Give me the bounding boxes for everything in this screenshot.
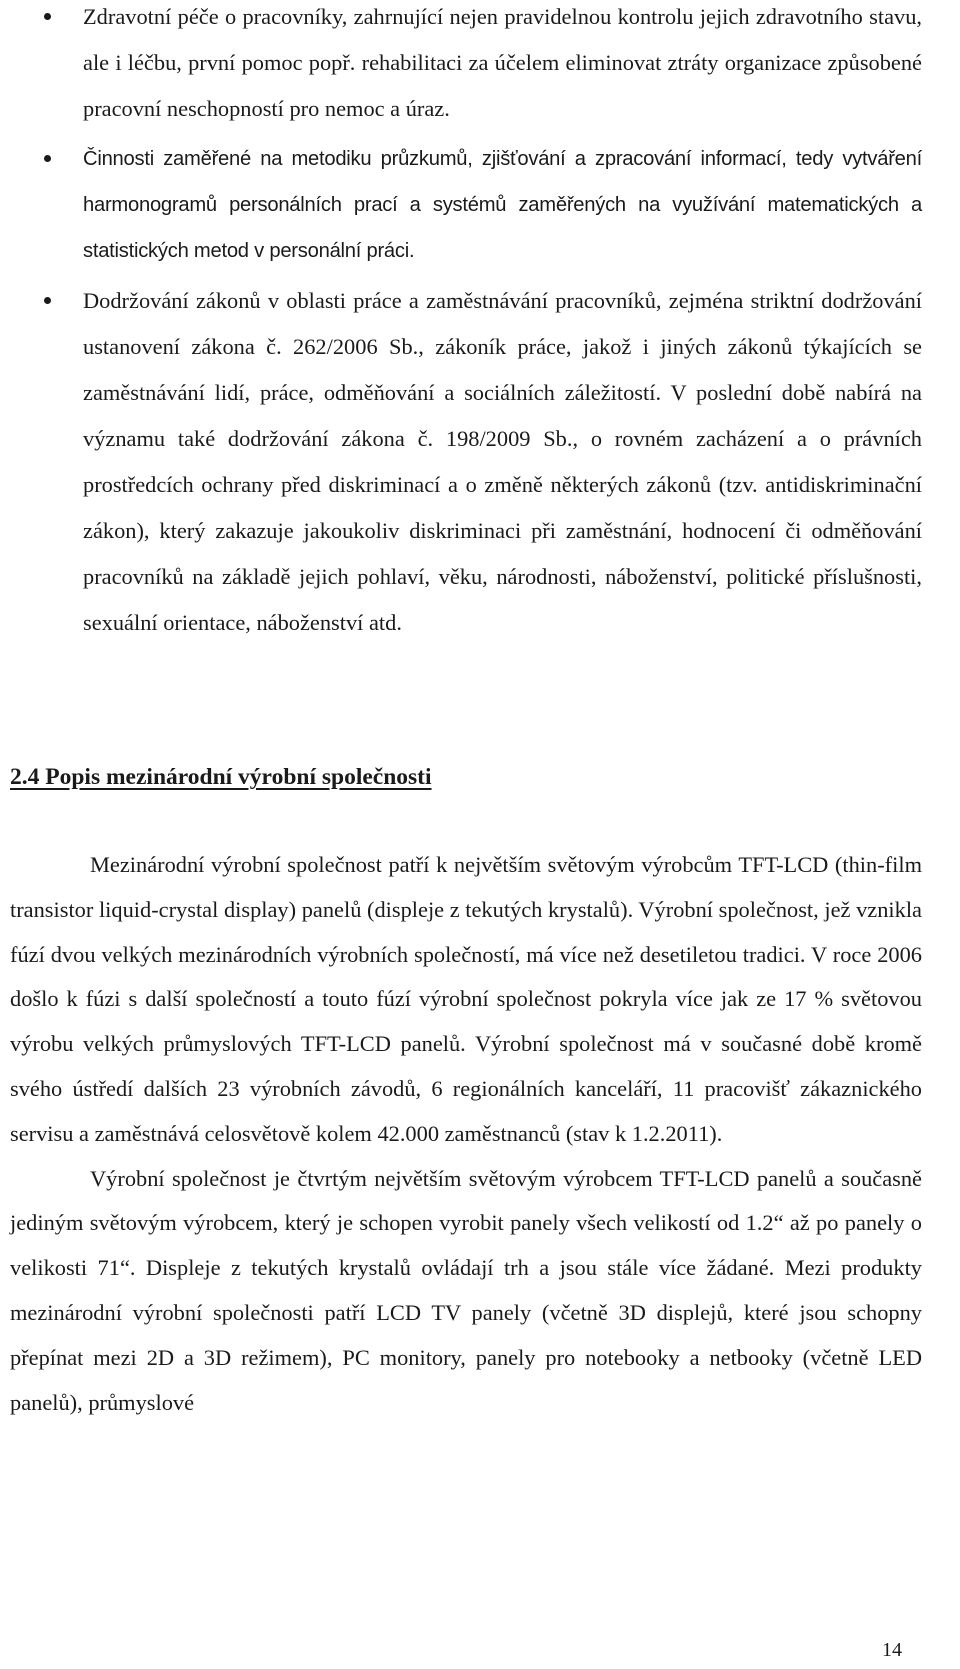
bullet-text: Činnosti zaměřené na metodiku průzkumů, zjišťování a zpracování informací, tedy vytváření harmonogramů personálních prací a systémů zaměřených na využívání matematických a statistických metod v personální práci. xyxy=(83,148,922,262)
bullet-item-health-care xyxy=(0,0,960,132)
paragraph: Mezinárodní výrobní společnost patří k největším světovým výrobcům TFT-LCD (thin-film transistor liquid-crystal display) panelů (displeje z tekutých krystalů). Výrobní společnost, jež vznikla fúzí dvou velkých mezinárodních výrobních společností, má více než desetiletou tradici. V roce 2006 došlo k fúzi s další společností a touto fúzí výrobní společnost pokryla více jak ze 17 % světovou výrobu velkých průmyslových TFT-LCD panelů. Výrobní společnost má v současné době kromě svého ústředí dalších 23 výrobních závodů, 6 regionálních kanceláří, 11 pracovišť zákaznického servisu a zaměstnává celosvětově kolem 42.000 zaměstnanců (stav k 1.2.2011). xyxy=(10,852,922,1146)
bullet-text: Zdravotní péče o pracovníky, zahrnující nejen pravidelnou kontrolu jejich zdravotního stavu, ale i léčbu, první pomoc popř. rehabilitaci za účelem eliminovat ztráty organizace způsobené pracovní neschopností pro nemoc a úraz. xyxy=(83,4,922,121)
body-text xyxy=(10,843,922,1425)
bullet-item-labor-law xyxy=(0,278,960,646)
bullet-list xyxy=(0,0,960,650)
paragraph: Výrobní společnost je čtvrtým největším světovým výrobcem TFT-LCD panelů a současně jediným světovým výrobcem, který je schopen vyrobit panely všech velikostí od 1.2“ až po panely o velikosti 71“. Displeje z tekutých krystalů ovládají trh a jsou stále více žádané. Mezi produkty mezinárodní výrobní společnosti patří LCD TV panely (včetně 3D displejů, které jsou schopny přepínat mezi 2D a 3D režimem), PC monitory, panely pro notebooky a netbooky (včetně LED panelů), průmyslové xyxy=(10,1165,922,1415)
page-number: 14 xyxy=(882,1639,902,1661)
section-heading: 2.4 Popis mezinárodní výrobní společnosti xyxy=(10,764,432,790)
bullet-dot-icon xyxy=(44,297,51,304)
bullet-item-research-methods xyxy=(0,136,960,274)
bullet-dot-icon xyxy=(44,13,51,20)
bullet-dot-icon xyxy=(44,155,51,162)
bullet-text: Dodržování zákonů v oblasti práce a zaměstnávání pracovníků, zejména striktní dodržování ustanovení zákona č. 262/2006 Sb., zákoník práce, jakož i jiných zákonů týkajících se zaměstnávání lidí, práce, odměňování a sociálních záležitostí. V poslední době nabírá na významu také dodržování zákona č. 198/2009 Sb., o rovném zacházení a o právních prostředcích ochrany před diskriminací a o změně některých zákonů (tzv. antidiskriminační zákon), který zakazuje jakoukoliv diskriminaci při zaměstnání, hodnocení či odměňování pracovníků na základě jejich pohlaví, věku, národnosti, náboženství, politické příslušnosti, sexuální orientace, náboženství atd. xyxy=(83,288,922,635)
